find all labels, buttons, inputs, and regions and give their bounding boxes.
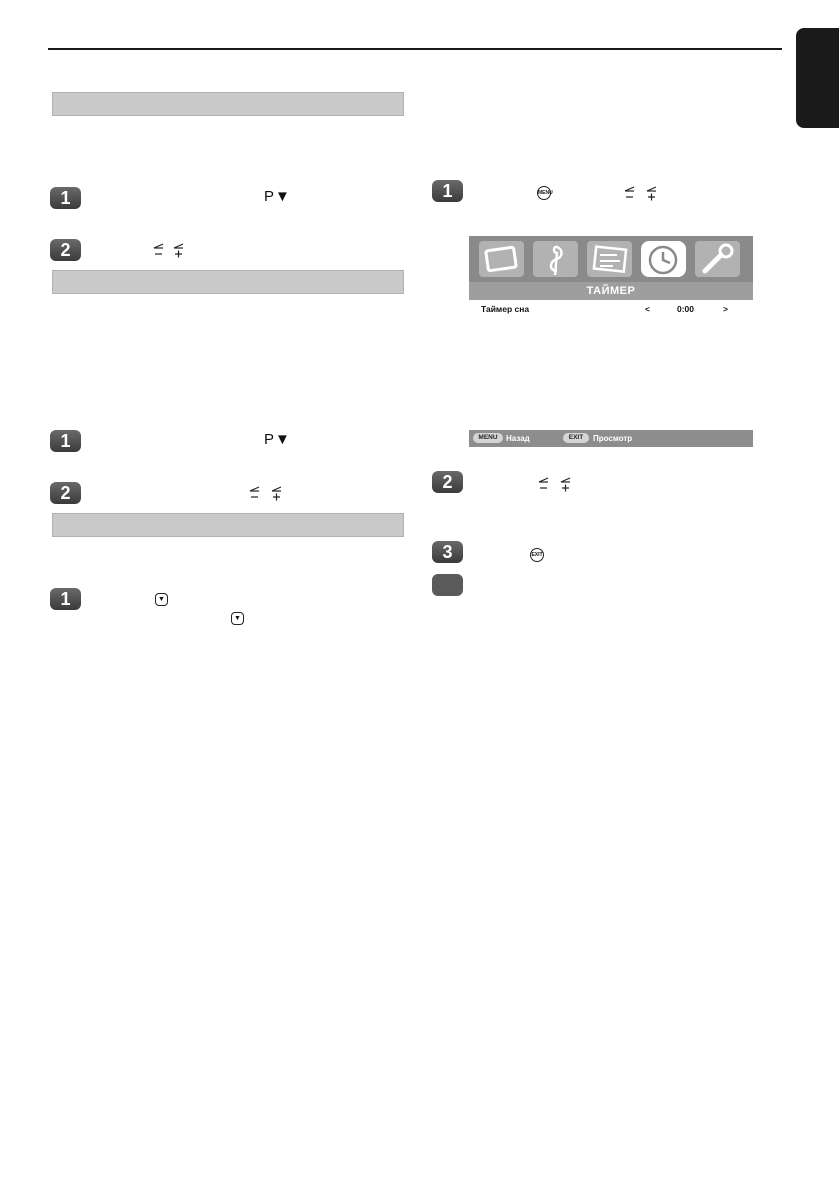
view-label: Просмотр <box>593 434 633 443</box>
menu-key-pill: MENU <box>473 433 503 443</box>
step-badge-1-right: 1 <box>432 180 463 202</box>
p-down-symbol-b: P▼ <box>264 431 291 448</box>
step-badge-3-right: 3 <box>432 541 463 563</box>
volume-minus-icon-r <box>623 184 637 202</box>
sleep-timer-label: Таймер сна <box>481 304 530 314</box>
volume-plus-icon-r2 <box>559 475 573 493</box>
step-badge-1c: 1 <box>50 588 81 610</box>
sleep-timer-row[interactable] <box>481 304 743 318</box>
tv-menu-footer <box>469 430 753 447</box>
step-badge-2-right: 2 <box>432 471 463 493</box>
timer-icon[interactable] <box>641 241 686 277</box>
section-header-bar-2 <box>52 270 404 294</box>
left-arrow[interactable]: < <box>645 304 650 314</box>
volume-minus-icon-b <box>248 484 262 502</box>
back-label: Назад <box>506 434 530 443</box>
right-arrow[interactable]: > <box>723 304 728 314</box>
exit-key-pill: EXIT <box>563 433 589 443</box>
step-badge-2: 2 <box>50 239 81 261</box>
language-tab <box>796 28 839 128</box>
picture-icon[interactable] <box>479 241 524 277</box>
header-rule <box>48 48 782 50</box>
exit-button-icon: EXIT <box>530 548 544 562</box>
tv-timer-menu <box>469 236 753 447</box>
section-header-bar-3 <box>52 513 404 537</box>
note-badge <box>432 574 463 596</box>
down-arrow-button-icon: ▼ <box>155 593 168 606</box>
setup-icon[interactable] <box>587 241 632 277</box>
down-arrow-button-icon-2: ▼ <box>231 612 244 625</box>
section-header-bar-1 <box>52 92 404 116</box>
sleep-timer-value: 0:00 <box>677 304 695 314</box>
volume-minus-icon-r2 <box>537 475 551 493</box>
step-badge-1: 1 <box>50 187 81 209</box>
volume-minus-icon <box>152 241 166 259</box>
p-down-symbol: P▼ <box>264 188 291 205</box>
step-badge-1b: 1 <box>50 430 81 452</box>
volume-plus-icon <box>172 241 186 259</box>
menu-button-icon: MENU <box>537 186 551 200</box>
step-badge-2b: 2 <box>50 482 81 504</box>
volume-plus-icon-r <box>645 184 659 202</box>
tv-menu-title: ТАЙМЕР <box>469 282 753 300</box>
tv-menu-icon-row <box>469 236 753 282</box>
volume-plus-icon-b <box>270 484 284 502</box>
sound-icon[interactable] <box>533 241 578 277</box>
tools-icon[interactable] <box>695 241 740 277</box>
